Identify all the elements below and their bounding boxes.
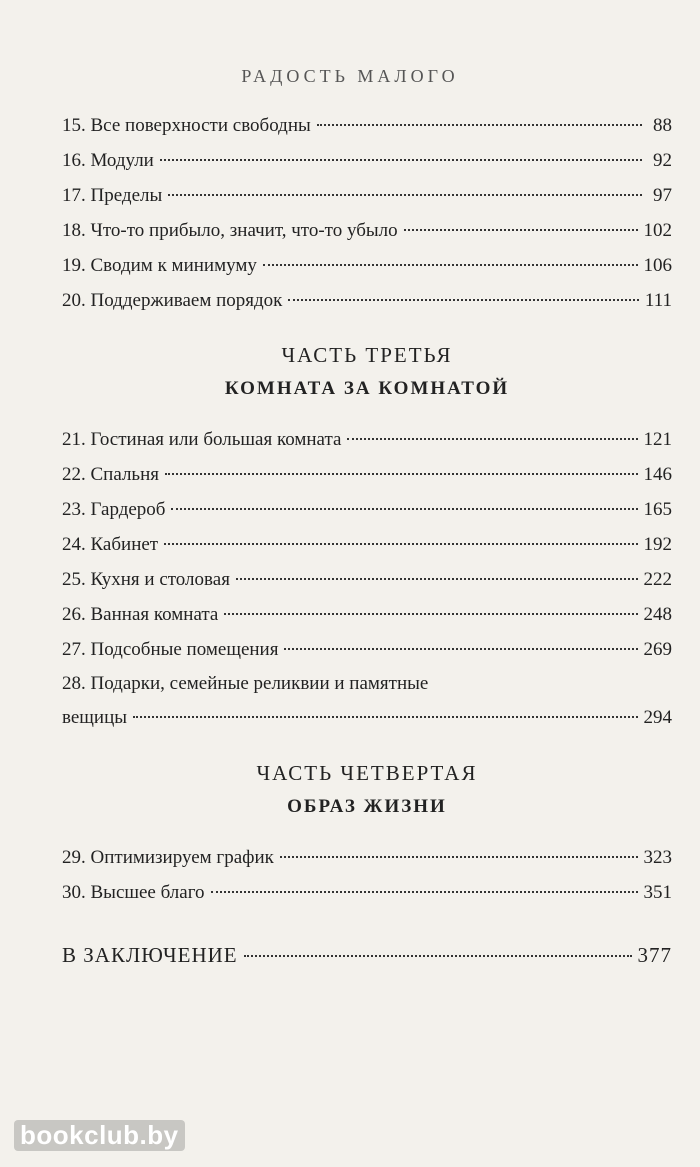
part-subtitle: КОМНАТА ЗА КОМНАТОЙ <box>224 378 510 399</box>
dot-leader <box>347 438 637 440</box>
toc-entry-title: 30. Высшее благо <box>62 882 205 903</box>
toc-entry-title: 16. Модули <box>62 150 154 171</box>
toc-entry <box>62 457 672 492</box>
dot-leader <box>317 124 642 126</box>
toc-entry-page: 88 <box>653 115 672 136</box>
dot-leader <box>168 194 642 196</box>
site-watermark: bookclub.by <box>14 1120 185 1151</box>
toc-conclusion <box>62 938 672 973</box>
toc-part4 <box>62 840 672 910</box>
toc-entry <box>62 422 672 457</box>
toc-entry-title: 18. Что-то прибыло, значит, что-то убыло <box>62 220 398 241</box>
toc-entry <box>62 562 672 597</box>
dot-leader <box>280 856 638 858</box>
dot-leader <box>165 473 638 475</box>
running-head: РАДОСТЬ МАЛОГО <box>241 66 459 86</box>
toc-entry <box>62 178 672 213</box>
toc-entry-title: 28. Подарки, семейные реликвии и памятные <box>62 673 429 694</box>
toc-part3 <box>62 422 672 735</box>
toc-entry-title: В ЗАКЛЮЧЕНИЕ <box>62 943 238 967</box>
toc-entry <box>62 667 672 735</box>
toc-entry-page: 102 <box>643 220 672 241</box>
dot-leader <box>171 508 637 510</box>
toc-entry-title: 24. Кабинет <box>62 534 159 555</box>
toc-entry <box>62 283 672 318</box>
toc-entry-title: 22. Спальня <box>62 464 159 485</box>
toc-entry-title: 20. Поддерживаем порядок <box>62 290 283 311</box>
dot-leader <box>236 578 638 580</box>
toc-entry-page: 269 <box>643 639 672 660</box>
toc-entry-page: 294 <box>643 707 672 728</box>
part-title: ЧАСТЬ ЧЕТВЕРТАЯ <box>256 761 478 785</box>
toc-entry-page: 106 <box>643 255 672 276</box>
toc-entry <box>62 632 672 667</box>
toc-entry-title-continued: вещицы <box>62 707 128 728</box>
toc-entry-title: 17. Пределы <box>62 185 163 206</box>
toc-entry-page: 165 <box>643 499 672 520</box>
toc-entry <box>62 597 672 632</box>
toc-entry-title: 27. Подсобные помещения <box>62 639 279 660</box>
toc-entry-page: 248 <box>643 604 672 625</box>
toc-entry <box>62 213 672 248</box>
toc-entry <box>62 248 672 283</box>
part4-heading <box>62 756 672 824</box>
dot-leader <box>263 264 638 266</box>
dot-leader <box>224 613 637 615</box>
toc-entry <box>62 840 672 875</box>
toc-entry-title: 25. Кухня и столовая <box>62 569 230 590</box>
toc-entry-title: 19. Сводим к минимуму <box>62 255 257 276</box>
part3-heading <box>62 338 672 406</box>
toc-entry-page: 192 <box>643 534 672 555</box>
dot-leader <box>164 543 637 545</box>
part-subtitle: ОБРАЗ ЖИЗНИ <box>287 796 447 817</box>
toc-entry-page: 323 <box>643 847 672 868</box>
toc-entry-page: 222 <box>643 569 672 590</box>
toc-entry-title: 23. Гардероб <box>62 499 166 520</box>
toc-entry-page: 377 <box>637 943 672 967</box>
toc-entry-page: 121 <box>643 429 672 450</box>
dot-leader <box>211 891 638 893</box>
part-title: ЧАСТЬ ТРЕТЬЯ <box>281 343 453 367</box>
toc-entry-page: 97 <box>653 185 672 206</box>
toc-entry-page: 351 <box>643 882 672 903</box>
dot-leader <box>284 648 637 650</box>
dot-leader <box>244 955 632 957</box>
dot-leader <box>404 229 638 231</box>
toc-entry-page: 111 <box>644 290 672 311</box>
toc-entry <box>62 527 672 562</box>
toc-entry-title: 15. Все поверхности свободны <box>62 115 311 136</box>
toc-entry <box>62 938 672 973</box>
dot-leader <box>133 716 637 718</box>
toc-part2 <box>62 108 672 318</box>
toc-entry-page: 146 <box>643 464 672 485</box>
toc-entry-title: 21. Гостиная или большая комната <box>62 429 342 450</box>
dot-leader <box>160 159 642 161</box>
dot-leader <box>288 299 639 301</box>
toc-entry <box>62 492 672 527</box>
toc-entry-page: 92 <box>653 150 672 171</box>
toc-entry <box>62 875 672 910</box>
toc-entry-title: 26. Ванная комната <box>62 604 219 625</box>
toc-entry <box>62 143 672 178</box>
toc-entry <box>62 108 672 143</box>
toc-entry-title: 29. Оптимизируем график <box>62 847 274 868</box>
